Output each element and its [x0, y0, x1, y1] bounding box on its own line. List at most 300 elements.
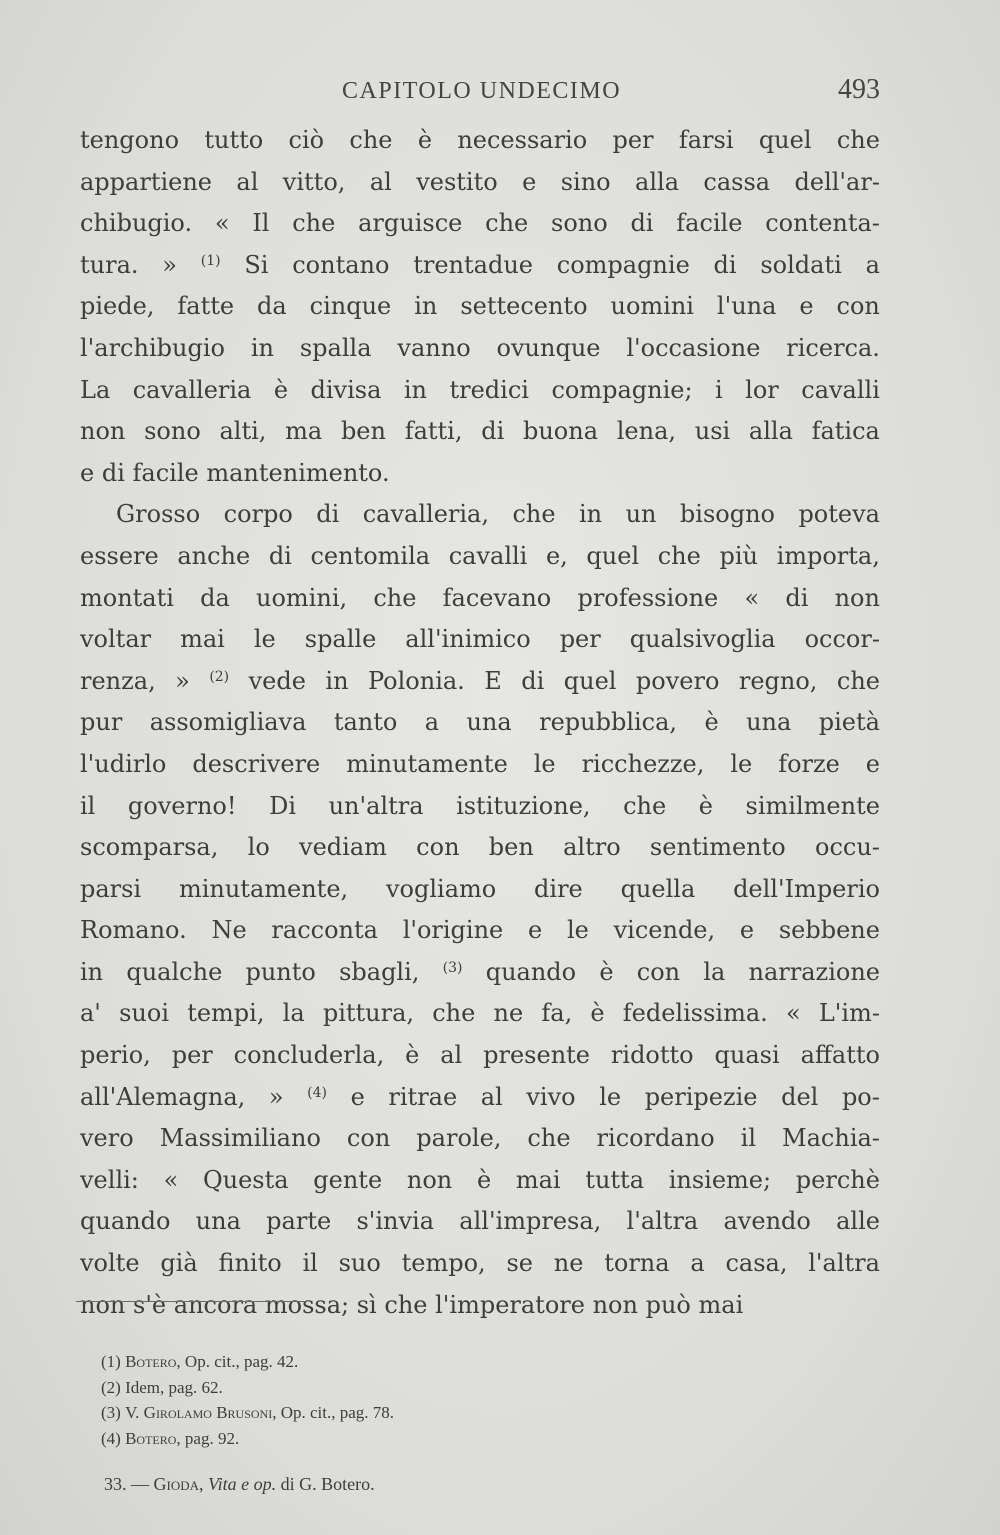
- footnote-text: , Op. cit., pag. 78.: [272, 1403, 395, 1422]
- word: chibugio.: [80, 209, 193, 238]
- text-line: [80, 245, 880, 287]
- word: di: [630, 209, 654, 238]
- word: di: [316, 500, 340, 529]
- word: al: [369, 167, 392, 196]
- word: in: [578, 500, 603, 529]
- word: Questa: [202, 1165, 289, 1194]
- word: le: [730, 749, 753, 778]
- word: ben: [488, 833, 534, 862]
- footnote-text: Idem, pag. 62.: [125, 1377, 223, 1397]
- word: Ne: [211, 916, 247, 945]
- text-line: [80, 993, 880, 1035]
- word: tredici: [449, 375, 529, 404]
- word: affatto: [800, 1041, 880, 1070]
- word: minutamente,: [178, 874, 349, 903]
- note-reference: (1): [200, 252, 221, 269]
- word: con: [836, 292, 880, 321]
- word: fatte: [177, 292, 235, 321]
- footnote-author: V. Girolamo Brusoni: [125, 1403, 273, 1422]
- word: a: [865, 250, 880, 279]
- word: che: [485, 209, 529, 238]
- word: ridotto: [610, 1041, 694, 1070]
- footnote-text: , pag. 92.: [176, 1428, 240, 1448]
- word: che: [623, 791, 667, 820]
- word: ricchezze,: [581, 749, 705, 778]
- word: sì: [356, 1290, 377, 1319]
- word: vero: [80, 1124, 134, 1153]
- word: trentadue: [413, 250, 533, 279]
- word: minutamente: [346, 749, 508, 778]
- word: lor: [745, 375, 779, 404]
- word: bisogno: [679, 500, 775, 529]
- word: quel: [758, 126, 812, 154]
- word: in: [250, 333, 274, 362]
- word: spalla: [299, 333, 372, 362]
- word: cassa: [703, 167, 771, 196]
- word: Romano.: [80, 916, 187, 945]
- text-line: [80, 162, 880, 204]
- word: non: [80, 1290, 126, 1319]
- word: una: [466, 708, 512, 737]
- word: è: [405, 1041, 420, 1070]
- word: vicende,: [613, 916, 716, 945]
- word: ancora: [173, 1290, 258, 1319]
- word: altro: [563, 833, 621, 862]
- word: insieme;: [668, 1165, 772, 1194]
- word: Massimiliano: [159, 1124, 321, 1153]
- word: quando: [485, 957, 577, 986]
- word: non: [592, 1290, 638, 1319]
- word: gente: [313, 1165, 383, 1194]
- word: povero: [635, 666, 720, 695]
- text-line: [80, 411, 880, 453]
- word: soldati: [760, 250, 842, 279]
- word: appartiene: [80, 167, 212, 196]
- word: in: [80, 957, 104, 986]
- word: vogliamo: [385, 874, 497, 903]
- word: repubblica,: [539, 708, 678, 737]
- word: renza,: [80, 666, 156, 695]
- word: all'impresa,: [459, 1207, 602, 1236]
- word: la: [703, 957, 726, 986]
- word: contano: [292, 250, 390, 279]
- word: una: [195, 1207, 241, 1236]
- word: «: [785, 999, 801, 1028]
- word: sino: [560, 167, 611, 196]
- word: tengono: [80, 126, 180, 154]
- word: è: [590, 999, 605, 1028]
- text-line: [80, 1285, 880, 1327]
- word: s'invia: [356, 1207, 435, 1236]
- word: che: [384, 1290, 428, 1319]
- word: suoi: [119, 999, 169, 1028]
- word: che: [836, 666, 880, 695]
- word: di: [713, 250, 737, 279]
- word: velli:: [80, 1165, 139, 1194]
- word: che: [836, 126, 880, 154]
- word: ben: [340, 417, 386, 446]
- word: mossa;: [264, 1290, 350, 1319]
- word: «: [163, 1165, 179, 1194]
- word: arguisce: [358, 209, 463, 238]
- word: assomigliava: [149, 708, 307, 737]
- word: in: [414, 292, 438, 321]
- text-line: [80, 869, 880, 911]
- word: punto: [245, 957, 316, 986]
- word: quasi: [714, 1041, 780, 1070]
- word: alla: [635, 167, 679, 196]
- text-line: [80, 910, 880, 952]
- word: vanno: [397, 333, 471, 362]
- word: cavalli: [448, 541, 528, 570]
- word: quando: [80, 1207, 171, 1236]
- word: tura.: [80, 250, 139, 279]
- word: torna: [604, 1249, 670, 1278]
- word: parsi: [80, 874, 142, 903]
- word: da: [257, 292, 287, 321]
- text-line: [80, 453, 880, 495]
- word: che: [349, 126, 393, 154]
- word: quel: [586, 541, 640, 570]
- word: all'inimico: [405, 625, 531, 654]
- word: ricerca.: [786, 333, 880, 362]
- text-line: [80, 702, 880, 744]
- word: piede,: [80, 292, 155, 321]
- word: è: [417, 126, 433, 154]
- word: che: [512, 500, 556, 529]
- word: quella: [620, 874, 696, 903]
- word: per: [171, 1041, 213, 1070]
- word: con: [346, 1124, 391, 1153]
- word: che: [657, 541, 701, 570]
- word: poteva: [798, 500, 880, 529]
- word: all'Alemagna,: [80, 1082, 246, 1111]
- word: Grosso: [116, 500, 201, 529]
- word: voltar: [80, 625, 152, 654]
- word: a': [80, 999, 101, 1028]
- word: buona: [522, 417, 599, 446]
- word: concluderla,: [233, 1041, 385, 1070]
- footnote-rule: [76, 1301, 306, 1302]
- running-head: [80, 72, 880, 112]
- word: il: [80, 791, 96, 820]
- word: vivo: [526, 1082, 576, 1111]
- word: facile: [676, 209, 743, 238]
- word: fedelissima.: [622, 999, 768, 1028]
- word: pur: [80, 708, 123, 737]
- word: è: [698, 791, 713, 820]
- footnote: [101, 1375, 801, 1401]
- word: al: [480, 1082, 503, 1111]
- word: di: [785, 583, 809, 612]
- footnote-number: (3): [101, 1403, 121, 1422]
- word: i: [715, 375, 723, 404]
- word: governo!: [127, 791, 237, 820]
- word: usi: [694, 417, 731, 446]
- text-line: [80, 1160, 880, 1202]
- word: di: [521, 666, 545, 695]
- word: le: [599, 1082, 622, 1111]
- word: farsi: [678, 126, 734, 154]
- signature-title: Vita e op.: [208, 1474, 277, 1494]
- footnote-author: Botero: [125, 1428, 177, 1448]
- word: similmente: [745, 791, 880, 820]
- word: Machia-: [782, 1124, 880, 1153]
- word: facevano: [442, 583, 552, 612]
- word: perchè: [795, 1165, 880, 1194]
- word: è: [704, 708, 719, 737]
- note-reference: (2): [209, 668, 230, 685]
- word: compagnie: [556, 250, 690, 279]
- word: E: [484, 666, 502, 695]
- word: di: [268, 541, 292, 570]
- word: sebbene: [778, 916, 880, 945]
- word: presente: [483, 1041, 591, 1070]
- word: fatica: [811, 417, 880, 446]
- word: occu-: [815, 833, 880, 862]
- word: forze: [778, 749, 840, 778]
- note-reference: (3): [442, 959, 463, 976]
- word: un: [625, 500, 657, 529]
- word: centomila: [310, 541, 431, 570]
- running-title: CAPITOLO UNDECIMO: [342, 78, 622, 104]
- word: di: [481, 417, 505, 446]
- word: pietà: [818, 708, 880, 737]
- word: Si: [244, 250, 269, 279]
- word: che: [432, 999, 476, 1028]
- word: e: [865, 749, 880, 778]
- word: al: [440, 1041, 463, 1070]
- word: peripezie: [644, 1082, 758, 1111]
- note-reference: (4): [307, 1084, 328, 1101]
- word: più: [719, 541, 758, 570]
- word: l'origine: [402, 916, 504, 945]
- word: non: [80, 417, 126, 446]
- word: per: [612, 126, 654, 154]
- word: «: [214, 209, 230, 238]
- word: mantenimento.: [206, 458, 390, 487]
- word: parole,: [416, 1124, 502, 1153]
- word: l'udirlo: [80, 749, 167, 778]
- word: mai: [180, 625, 225, 654]
- word: fatti,: [404, 417, 463, 446]
- word: del: [781, 1082, 819, 1111]
- text-line: [80, 744, 880, 786]
- text-line: [80, 286, 880, 328]
- word: l'archibugio: [80, 333, 225, 362]
- word: le: [533, 749, 556, 778]
- word: le: [253, 625, 276, 654]
- text-line: [80, 494, 880, 536]
- word: l'altra: [626, 1207, 699, 1236]
- word: e,: [545, 541, 568, 570]
- word: l'imperatore: [435, 1290, 585, 1319]
- word: sono: [144, 417, 201, 446]
- word: non: [834, 583, 880, 612]
- word: che: [373, 583, 417, 612]
- footnote: [101, 1349, 801, 1375]
- word: è: [476, 1165, 492, 1194]
- word: sentimento: [649, 833, 786, 862]
- word: Di: [269, 791, 297, 820]
- word: ciò: [288, 126, 325, 154]
- word: volte: [80, 1249, 140, 1278]
- word: vestito: [416, 167, 498, 196]
- text-line: [80, 328, 880, 370]
- text-line: [80, 786, 880, 828]
- word: vede: [248, 666, 306, 695]
- word: importa,: [776, 541, 880, 570]
- word: professione: [577, 583, 719, 612]
- word: ovunque: [496, 333, 601, 362]
- word: se: [506, 1249, 533, 1278]
- footnotes: [101, 1349, 801, 1451]
- word: anche: [177, 541, 251, 570]
- word: contenta-: [765, 209, 880, 238]
- word: narrazione: [748, 957, 880, 986]
- word: tempo,: [401, 1249, 486, 1278]
- footnote: [101, 1426, 801, 1452]
- text-line: [80, 120, 880, 162]
- word: dell'ar-: [794, 167, 880, 196]
- word: il: [740, 1124, 757, 1153]
- word: cinque: [309, 292, 392, 321]
- word: di: [101, 458, 125, 487]
- signature-line: 33. — Gioda, Vita e op. di G. Botero.: [104, 1474, 375, 1494]
- word: fa,: [541, 999, 573, 1028]
- word: vediam: [299, 833, 387, 862]
- word: lo: [247, 833, 270, 862]
- word: tutto: [204, 126, 264, 154]
- text-line: [80, 1243, 880, 1285]
- word: l'una: [716, 292, 777, 321]
- word: Polonia.: [367, 666, 465, 695]
- word: e: [350, 1082, 365, 1111]
- word: al: [236, 167, 259, 196]
- word: racconta: [271, 916, 378, 945]
- word: casa,: [725, 1249, 788, 1278]
- text-line: [80, 1201, 880, 1243]
- word: alla: [748, 417, 793, 446]
- word: cavalleria: [132, 375, 252, 404]
- footnote: [101, 1400, 801, 1426]
- word: ricordano: [596, 1124, 715, 1153]
- word: pittura,: [322, 999, 415, 1028]
- signature-number: 33. —: [104, 1474, 149, 1494]
- word: »: [175, 666, 190, 695]
- footnote-number: (4): [101, 1428, 121, 1448]
- word: le: [566, 916, 589, 945]
- word: »: [162, 250, 177, 279]
- text-line: [80, 1077, 880, 1119]
- word: perio,: [80, 1041, 151, 1070]
- word: s'è: [133, 1290, 167, 1319]
- word: l'occasione: [626, 333, 761, 362]
- word: alle: [836, 1207, 880, 1236]
- signature-author: Gioda: [153, 1474, 199, 1494]
- text-line: [80, 1035, 880, 1077]
- word: e: [799, 292, 814, 321]
- word: ne: [493, 999, 524, 1028]
- footnote-number: (2): [101, 1377, 121, 1397]
- word: e: [80, 458, 95, 487]
- word: una: [746, 708, 792, 737]
- word: mai: [515, 1165, 561, 1194]
- word: vitto,: [282, 167, 346, 196]
- word: da: [200, 583, 230, 612]
- word: con: [636, 957, 681, 986]
- word: ne: [553, 1249, 584, 1278]
- text-line: [80, 952, 880, 994]
- word: descrivere: [192, 749, 321, 778]
- word: può: [645, 1290, 691, 1319]
- word: suo: [338, 1249, 381, 1278]
- word: avendo: [723, 1207, 811, 1236]
- word: è: [599, 957, 614, 986]
- word: po-: [841, 1082, 880, 1111]
- word: sono: [551, 209, 608, 238]
- body-text: [80, 120, 880, 1326]
- word: per: [559, 625, 601, 654]
- word: tutta: [585, 1165, 644, 1194]
- word: compagnie;: [551, 375, 693, 404]
- word: cavalleria,: [362, 500, 489, 529]
- word: Il: [252, 209, 270, 238]
- word: cavalli: [801, 375, 880, 404]
- word: necessario: [457, 126, 588, 154]
- page-number: 493: [838, 74, 880, 105]
- word: e: [739, 916, 755, 945]
- word: uomini,: [256, 583, 348, 612]
- word: qualche: [126, 957, 223, 986]
- footnote-text: , Op. cit., pag. 42.: [176, 1352, 299, 1371]
- word: »: [268, 1082, 284, 1111]
- word: «: [744, 583, 760, 612]
- word: la: [282, 999, 305, 1028]
- word: finito: [218, 1249, 282, 1278]
- word: L'im-: [818, 999, 880, 1028]
- word: quel: [563, 666, 617, 695]
- word: istituzione,: [456, 791, 591, 820]
- word: uomini: [610, 292, 694, 321]
- word: in: [403, 375, 428, 404]
- word: non: [406, 1165, 453, 1194]
- word: dell'Imperio: [733, 874, 880, 903]
- word: alti,: [219, 417, 267, 446]
- word: già: [160, 1249, 198, 1278]
- word: essere: [80, 541, 159, 570]
- word: ritrae: [388, 1082, 458, 1111]
- word: è: [273, 375, 289, 404]
- word: divisa: [310, 375, 382, 404]
- word: con: [416, 833, 460, 862]
- word: parte: [266, 1207, 332, 1236]
- word: tanto: [333, 708, 398, 737]
- word: mai: [698, 1290, 744, 1319]
- word: spalle: [304, 625, 377, 654]
- word: un'altra: [328, 791, 424, 820]
- text-line: [80, 536, 880, 578]
- word: in: [325, 666, 349, 695]
- word: a: [424, 708, 440, 737]
- word: e: [522, 167, 537, 196]
- footnote-number: (1): [101, 1352, 121, 1371]
- word: scomparsa,: [80, 833, 219, 862]
- signature-rest: di G. Botero.: [280, 1474, 375, 1494]
- word: regno,: [738, 666, 818, 695]
- word: ma: [285, 417, 323, 446]
- text-line: [80, 827, 880, 869]
